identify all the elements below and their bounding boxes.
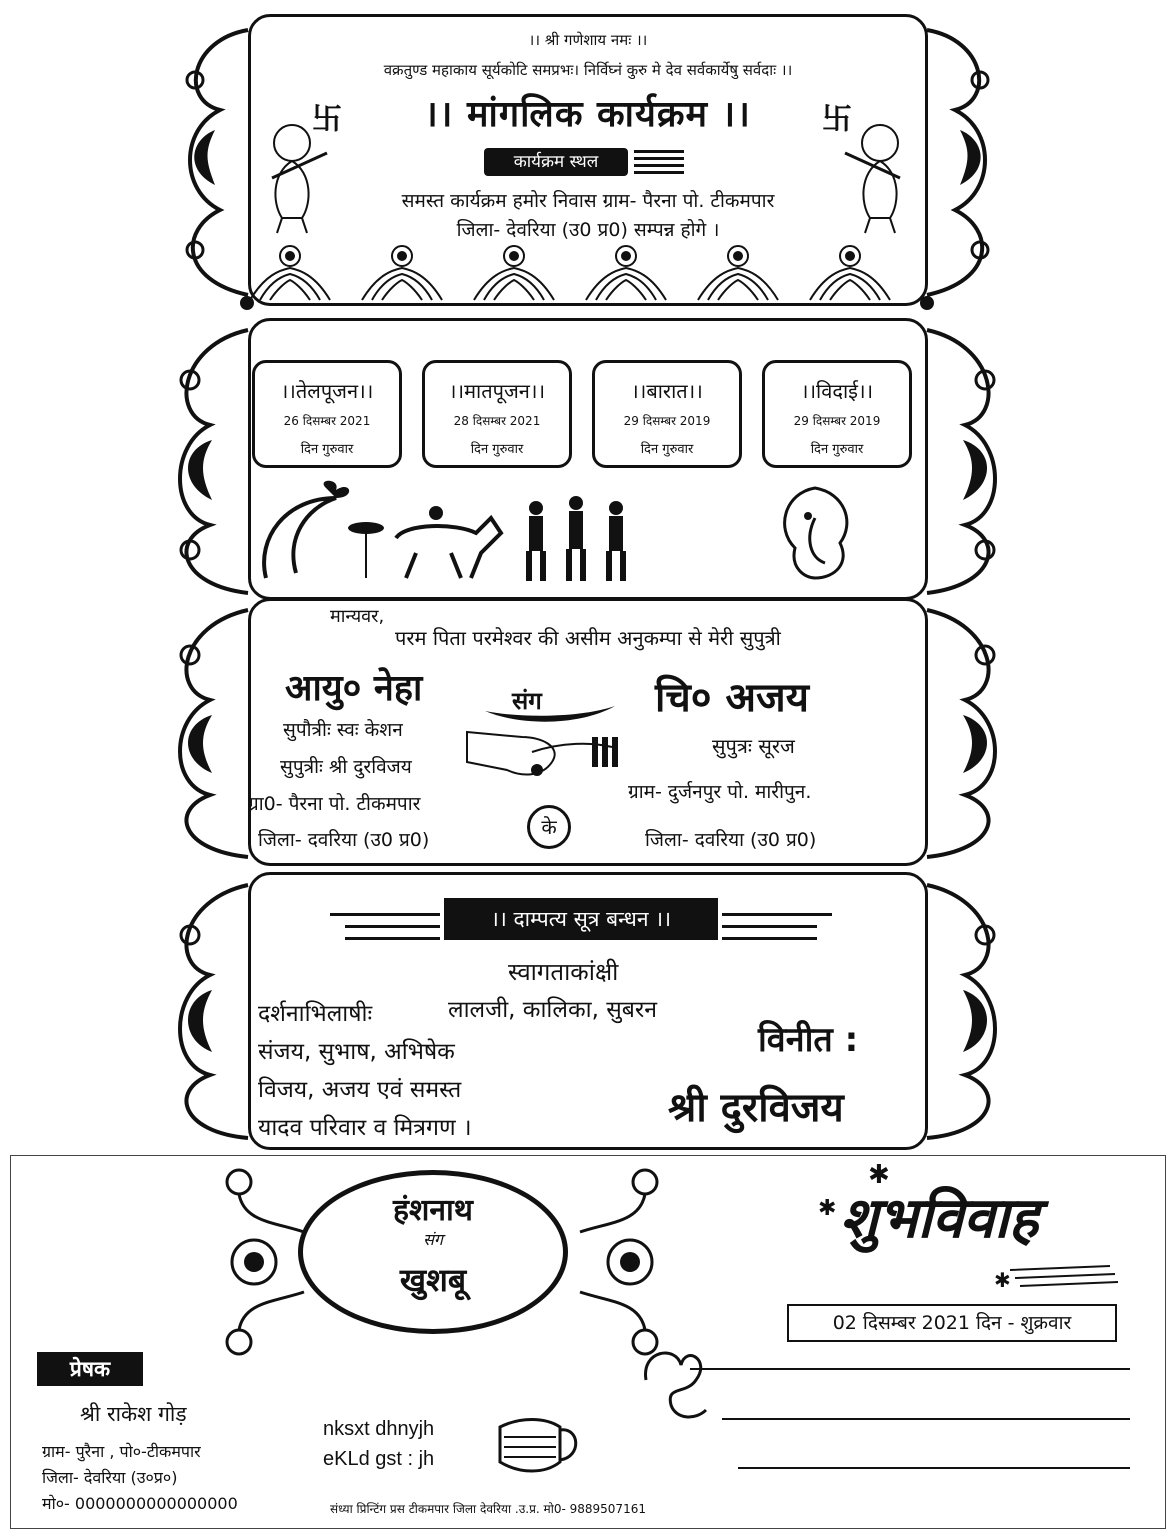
- joined-hands-illustration: [462, 722, 642, 794]
- sender-label: प्रेषक: [69, 1357, 111, 1381]
- sender-label-badge: [37, 1352, 143, 1386]
- shri-calligraphy-icon: [636, 1340, 716, 1430]
- printer-credit: संध्या प्रिन्टिंग प्रस टीकमपार जिला देवरिया .उ.प्र. मो0- 9889507161: [330, 1502, 646, 1516]
- event-day: दिन गुरुवार: [470, 442, 524, 457]
- sang-swoosh: [480, 686, 620, 726]
- event-title: ।।बारात।।: [631, 379, 703, 403]
- sender-mobile: मो०- 0000000000000000: [42, 1494, 238, 1513]
- event-card-vidai: [762, 360, 912, 468]
- paisley-ornament-left: [150, 880, 250, 1142]
- hinge-dot-right: [920, 296, 934, 310]
- welcome-label: स्वागताकांक्षी: [508, 958, 619, 986]
- venue-label-lines: [634, 150, 684, 174]
- salutation-text: मान्यवर,: [330, 606, 385, 627]
- event-date: 28 दिसम्बर 2021: [453, 414, 541, 428]
- darshan-line1: संजय, सुभाष, अभिषेक: [258, 1039, 455, 1065]
- baraat-procession-illustration: [256, 478, 676, 588]
- mask-notice-line1: nksxt dhnyjh: [323, 1418, 435, 1440]
- page-title: ।। मांगलिक कार्यक्रम ।।: [424, 94, 751, 135]
- mandala-ornament-right: [560, 1162, 670, 1362]
- event-title: ।।तेलपूजन।।: [280, 379, 374, 403]
- ganesha-icon: [760, 478, 870, 588]
- vineet-label: विनीत :: [758, 1020, 859, 1060]
- address-line: [722, 1418, 1130, 1420]
- paisley-ornament-left: [160, 20, 250, 300]
- asterisk-icon: ✱: [994, 1268, 1011, 1292]
- bride-district: जिला- दवरिया (उ0 प्र0): [258, 829, 430, 851]
- event-date: 26 दिसम्बर 2021: [283, 414, 371, 428]
- venue-label-badge: कार्यक्रम स्थल: [484, 148, 628, 176]
- shubh-vivah-calligraphy: शुभविवाह: [840, 1185, 1039, 1251]
- event-title: ।।विदाई।।: [800, 379, 874, 403]
- vineet-name: श्री दुरविजय: [668, 1085, 844, 1131]
- sender-name: श्री राकेश गोड़: [80, 1402, 187, 1426]
- groom-name: चि० अजय: [655, 675, 809, 721]
- sang-text: संग: [512, 687, 542, 715]
- face-mask-icon: [490, 1412, 586, 1482]
- address-line: [690, 1368, 1130, 1370]
- venue-address-line2: जिला- देवरिया (उ0 प्र0) सम्पन्न होगे ।: [456, 219, 720, 241]
- groom-village: ग्राम- दुर्जनपुर पो. मारीपुन.: [628, 781, 812, 803]
- welcome-names: लालजी, कालिका, सुबरन: [448, 997, 658, 1023]
- couple-bride-name: खुशबू: [399, 1261, 467, 1299]
- event-card-telpujan: [252, 360, 402, 468]
- swastik-icon: 卐: [312, 102, 342, 137]
- banner-rule: [330, 913, 440, 916]
- event-title: ।।मातपूजन।।: [448, 379, 546, 403]
- event-day: दिन गुरुवार: [810, 442, 864, 457]
- event-day: दिन गुरुवार: [640, 442, 694, 457]
- paisley-ornament-right: [925, 20, 1015, 300]
- address-line: [738, 1467, 1130, 1469]
- event-date: 29 दिसम्बर 2019: [793, 414, 881, 428]
- bride-father: सुपुत्रीः श्री दुरविजय: [280, 756, 412, 778]
- banner-rule: [722, 925, 817, 928]
- invocation-text: ।। श्री गणेशाय नमः ।।: [528, 31, 648, 49]
- event-card-barat: [592, 360, 742, 468]
- couple-sang: संग: [423, 1230, 443, 1249]
- darshan-line2: विजय, अजय एवं समस्त: [258, 1077, 462, 1103]
- peacock-feather-border: [250, 240, 926, 304]
- dampatya-banner: ।। दाम्पत्य सूत्र बन्धन ।।: [444, 898, 718, 940]
- darshan-line3: यादव परिवार व मित्रगण ।: [258, 1115, 472, 1141]
- banner-rule: [722, 937, 817, 940]
- groom-father: सुपुत्रः सूरज: [712, 734, 795, 758]
- groom-district: जिला- दवरिया (उ0 प्र0): [645, 829, 817, 851]
- asterisk-icon: ✱: [818, 1196, 837, 1221]
- couple-groom-name: हंशनाथ: [393, 1193, 473, 1228]
- paisley-ornament-right: [925, 880, 1025, 1142]
- banner-rule: [722, 913, 832, 916]
- hinge-dot-left: [240, 296, 254, 310]
- sender-address2: जिला- देवरिया (उ०प्र०): [42, 1468, 178, 1487]
- sender-address1: ग्राम- पुरैना , पो०-टीकमपार: [42, 1442, 201, 1461]
- darshan-label: दर्शनाभिलाषीः: [258, 1001, 373, 1027]
- swastik-icon: 卐: [822, 102, 852, 137]
- asterisk-icon: ✱: [868, 1160, 890, 1190]
- banner-rule: [345, 937, 440, 940]
- ke-circle: [527, 805, 571, 849]
- paisley-ornament-right: [925, 325, 1025, 595]
- wedding-date-box: 02 दिसम्बर 2021 दिन - शुक्रवार: [787, 1304, 1117, 1342]
- event-date: 29 दिसम्बर 2019: [623, 414, 711, 428]
- banner-rule: [345, 925, 440, 928]
- shloka-text: वक्रतुण्ड महाकाय सूर्यकोटि समप्रभः। निर्विघ्नं कुरु मे देव सर्वकार्येषु सर्वदाः ।।: [383, 61, 793, 79]
- bride-grandfather: सुपौत्रीः स्वः केशन: [283, 719, 403, 741]
- ke-text: के: [541, 815, 557, 839]
- calligraphy-swash: [1010, 1262, 1120, 1292]
- event-day: दिन गुरुवार: [300, 442, 354, 457]
- event-card-matpujan: [422, 360, 572, 468]
- venue-address-line1: समस्त कार्यक्रम हमोर निवास ग्राम- पैरना पो. टीकमपार: [401, 190, 775, 212]
- paisley-ornament-right: [925, 605, 1025, 860]
- mask-notice-line2: eKLd gst : jh: [323, 1448, 435, 1470]
- paisley-ornament-left: [150, 325, 250, 595]
- bride-name: आयु० नेहा: [285, 668, 423, 709]
- paisley-ornament-left: [150, 605, 250, 860]
- bride-village: ग्रा0- पैरना पो. टीकमपार: [248, 793, 421, 815]
- intro-text: परम पिता परमेश्वर की असीम अनुकम्पा से मेरी सुपुत्री: [395, 626, 781, 650]
